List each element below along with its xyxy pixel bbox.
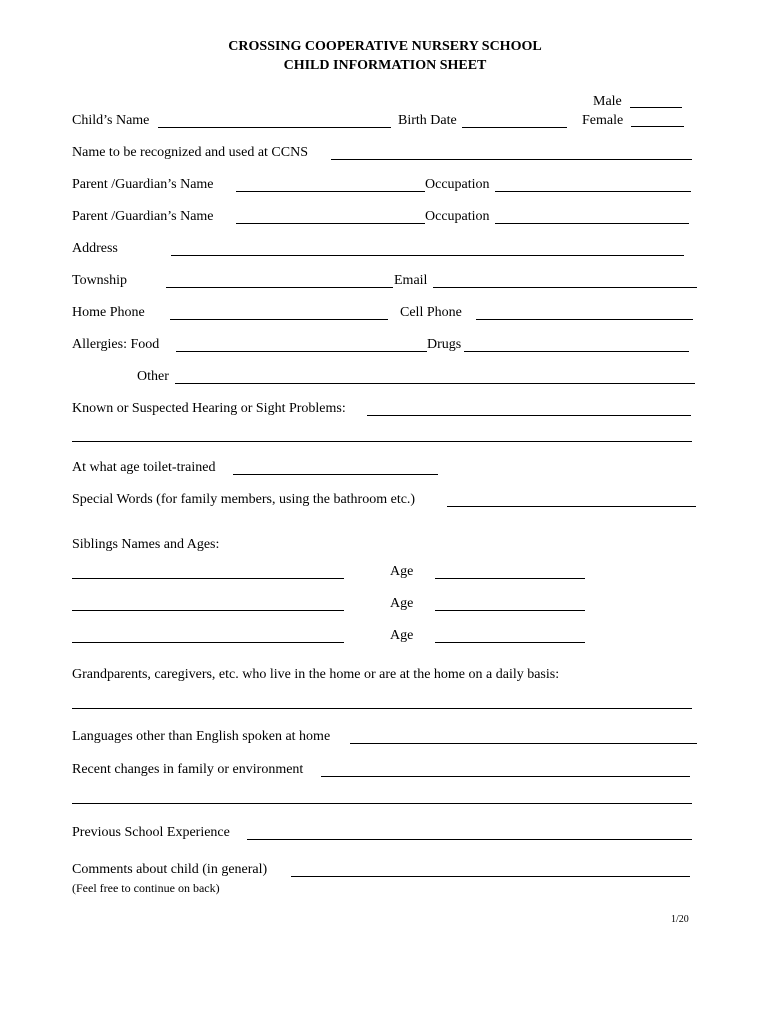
address-label: Address — [72, 241, 118, 256]
recent-changes-field-continued[interactable] — [72, 803, 692, 804]
hearing-sight-field[interactable] — [367, 415, 691, 416]
sibling-age-label-1: Age — [390, 564, 414, 579]
recognized-name-label: Name to be recognized and used at CCNS — [72, 145, 308, 160]
occupation2-label: Occupation — [425, 209, 490, 224]
form-title: CROSSING COOPERATIVE NURSERY SCHOOL — [228, 39, 542, 54]
birth-date-label: Birth Date — [398, 113, 457, 128]
parent2-field[interactable] — [236, 223, 425, 224]
email-field[interactable] — [433, 287, 697, 288]
male-field[interactable] — [630, 107, 682, 108]
township-label: Township — [72, 273, 128, 288]
occupation2-field[interactable] — [495, 223, 689, 224]
languages-label: Languages other than English spoken at home — [72, 729, 331, 744]
child-name-label: Child’s Name — [72, 113, 150, 128]
allergies-food-label: Allergies: Food — [72, 337, 160, 352]
email-label: Email — [394, 273, 428, 288]
toilet-trained-label: At what age toilet-trained — [72, 460, 216, 475]
hearing-sight-field-continued[interactable] — [72, 441, 692, 442]
special-words-label: Special Words (for family members, using the bathroom etc.) — [72, 492, 416, 507]
recognized-name-field[interactable] — [331, 159, 692, 160]
continue-note: (Feel free to continue on back) — [72, 881, 220, 895]
form-subtitle: CHILD INFORMATION SHEET — [283, 58, 487, 73]
address-field[interactable] — [171, 255, 684, 256]
special-words-field[interactable] — [447, 506, 696, 507]
parent1-label: Parent /Guardian’s Name — [72, 177, 214, 192]
sibling-name-field-1[interactable] — [72, 578, 344, 579]
township-field[interactable] — [166, 287, 393, 288]
hearing-sight-label: Known or Suspected Hearing or Sight Problems: — [72, 401, 346, 416]
sibling-age-label-2: Age — [390, 596, 414, 611]
sibling-age-field-2[interactable] — [435, 610, 585, 611]
occupation1-label: Occupation — [425, 177, 490, 192]
allergies-food-field[interactable] — [176, 351, 427, 352]
parent2-label: Parent /Guardian’s Name — [72, 209, 214, 224]
sibling-name-field-3[interactable] — [72, 642, 344, 643]
child-name-field[interactable] — [158, 127, 391, 128]
comments-field[interactable] — [291, 876, 690, 877]
female-field[interactable] — [631, 126, 684, 127]
home-phone-label: Home Phone — [72, 305, 145, 320]
female-label: Female — [582, 113, 624, 128]
other-label: Other — [137, 369, 169, 384]
cell-phone-label: Cell Phone — [400, 305, 462, 320]
male-label: Male — [593, 94, 622, 109]
sibling-age-field-3[interactable] — [435, 642, 585, 643]
sibling-age-label-3: Age — [390, 628, 414, 643]
birth-date-field[interactable] — [462, 127, 567, 128]
languages-field[interactable] — [350, 743, 697, 744]
grandparents-field[interactable] — [72, 708, 692, 709]
previous-school-label: Previous School Experience — [72, 825, 230, 840]
toilet-trained-field[interactable] — [233, 474, 438, 475]
parent1-field[interactable] — [236, 191, 425, 192]
occupation1-field[interactable] — [495, 191, 691, 192]
sibling-name-field-2[interactable] — [72, 610, 344, 611]
previous-school-field[interactable] — [247, 839, 692, 840]
home-phone-field[interactable] — [170, 319, 388, 320]
other-field[interactable] — [175, 383, 695, 384]
page-code: 1/20 — [671, 914, 689, 925]
recent-changes-field[interactable] — [321, 776, 690, 777]
cell-phone-field[interactable] — [476, 319, 693, 320]
recent-changes-label: Recent changes in family or environment — [72, 762, 304, 777]
drugs-label: Drugs — [427, 337, 462, 352]
comments-label: Comments about child (in general) — [72, 862, 268, 877]
sibling-age-field-1[interactable] — [435, 578, 585, 579]
grandparents-label: Grandparents, caregivers, etc. who live in the home or are at the home on a daily basis: — [72, 667, 560, 682]
drugs-field[interactable] — [464, 351, 689, 352]
siblings-label: Siblings Names and Ages: — [72, 537, 220, 552]
